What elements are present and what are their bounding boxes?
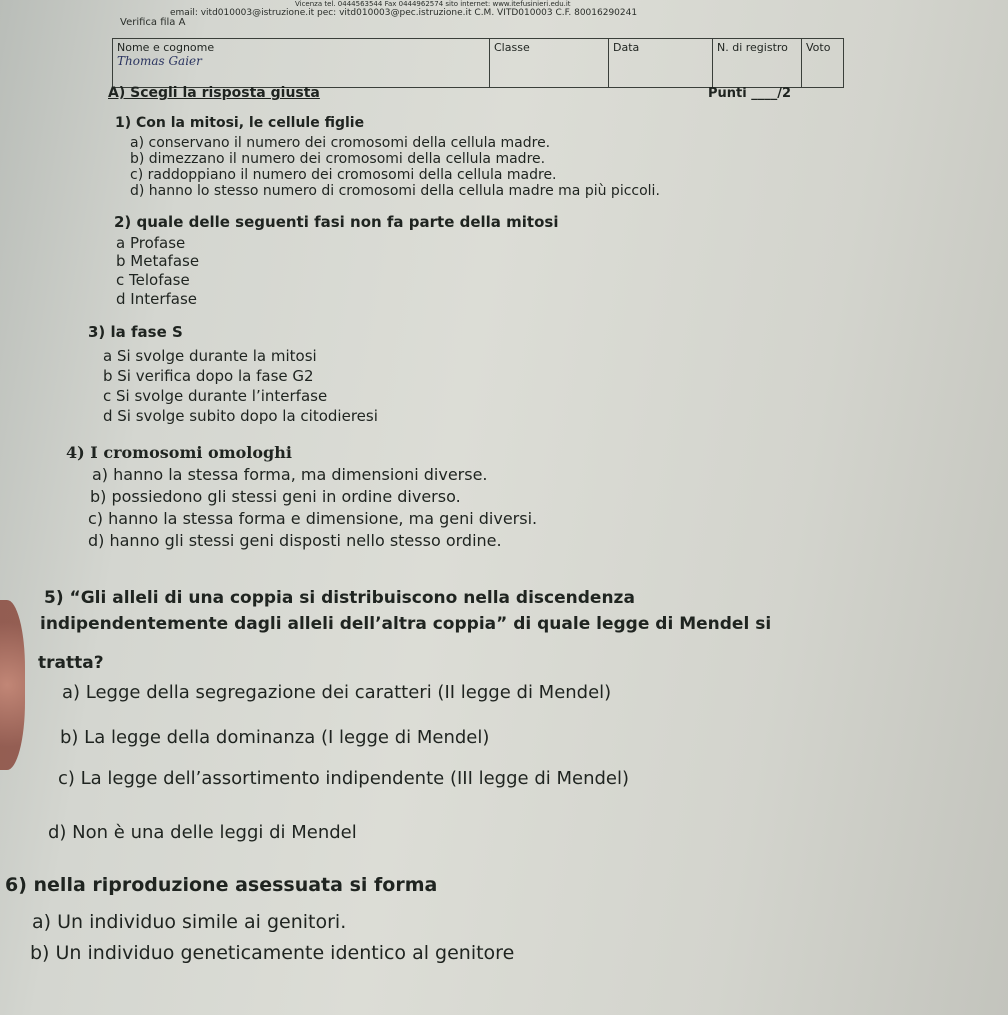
q1-option-b[interactable]: b) dimezzano il numero dei cromosomi della cellula madre. bbox=[130, 151, 546, 167]
section-title: A) Scegli la risposta giusta bbox=[108, 85, 320, 101]
q5-option-b[interactable]: b) La legge della dominanza (I legge di Mendel) bbox=[60, 727, 490, 748]
q2-option-a[interactable]: a Profase bbox=[116, 234, 186, 252]
question-4: 4) I cromosomi omologhi bbox=[66, 443, 292, 462]
header-contacts: email: vitd010003@istruzione.it pec: vitd010003@pec.istruzione.it C.M. VITD010003 C.F. 80016290241 bbox=[170, 8, 638, 18]
q6-option-b[interactable]: b) Un individuo geneticamente identico al genitore bbox=[30, 942, 515, 964]
q3-option-a[interactable]: a Si svolge durante la mitosi bbox=[103, 347, 317, 365]
class-label: Classe bbox=[494, 41, 530, 54]
q3-option-b[interactable]: b Si verifica dopo la fase G2 bbox=[103, 367, 314, 385]
question-6: 6) nella riproduzione asessuata si forma bbox=[5, 874, 438, 896]
q5-option-a[interactable]: a) Legge della segregazione dei caratteri (II legge di Mendel) bbox=[62, 682, 612, 703]
question-5-line-2: indipendentemente dagli alleli dell’altra coppia” di quale legge di Mendel si bbox=[40, 614, 772, 634]
q6-option-a[interactable]: a) Un individuo simile ai genitori. bbox=[32, 911, 347, 933]
q2-option-d[interactable]: d Interfase bbox=[116, 290, 198, 308]
q4-option-d[interactable]: d) hanno gli stessi geni disposti nello stesso ordine. bbox=[88, 531, 502, 550]
question-5-line-1: 5) “Gli alleli di una coppia si distribuiscono nella discendenza bbox=[44, 588, 635, 608]
grade-label: Voto bbox=[806, 41, 831, 54]
q2-option-c[interactable]: c Telofase bbox=[116, 271, 190, 289]
name-value: Thomas Gaier bbox=[117, 54, 202, 68]
q1-option-d[interactable]: d) hanno lo stesso numero di cromosomi della cellula madre ma più piccoli. bbox=[130, 183, 660, 199]
q3-option-c[interactable]: c Si svolge durante l’interfase bbox=[103, 387, 328, 405]
question-3: 3) la fase S bbox=[88, 323, 183, 341]
date-cell bbox=[609, 39, 713, 88]
question-2: 2) quale delle seguenti fasi non fa parte della mitosi bbox=[114, 213, 559, 231]
name-label: Nome e cognome bbox=[117, 41, 215, 54]
q4-option-b[interactable]: b) possiedono gli stessi geni in ordine diverso. bbox=[90, 487, 461, 506]
register-label: N. di registro bbox=[717, 41, 788, 54]
name-cell bbox=[113, 39, 490, 88]
student-info-table bbox=[112, 38, 844, 88]
finger-shadow bbox=[0, 600, 25, 770]
date-label: Data bbox=[613, 41, 640, 54]
q1-option-a[interactable]: a) conservano il numero dei cromosomi della cellula madre. bbox=[130, 135, 551, 151]
q5-option-d[interactable]: d) Non è una delle leggi di Mendel bbox=[48, 822, 357, 843]
q1-option-c[interactable]: c) raddoppiano il numero dei cromosomi della cellula madre. bbox=[130, 167, 557, 183]
question-5-line-3: tratta? bbox=[38, 653, 104, 673]
q3-option-d[interactable]: d Si svolge subito dopo la citodieresi bbox=[103, 407, 378, 425]
register-cell bbox=[713, 39, 802, 88]
test-title: Verifica fila A bbox=[120, 17, 186, 28]
class-cell bbox=[490, 39, 609, 88]
header-address: Vicenza tel. 0444563544 Fax 0444962574 sito internet: www.itefusinieri.edu.it bbox=[295, 0, 571, 8]
question-1: 1) Con la mitosi, le cellule figlie bbox=[115, 115, 365, 131]
q4-option-c[interactable]: c) hanno la stessa forma e dimensione, ma geni diversi. bbox=[88, 509, 538, 528]
q2-option-b[interactable]: b Metafase bbox=[116, 252, 200, 270]
grade-cell bbox=[802, 39, 844, 88]
q4-option-a[interactable]: a) hanno la stessa forma, ma dimensioni diverse. bbox=[92, 465, 488, 484]
points-field: Punti ____/2 bbox=[708, 86, 792, 101]
q5-option-c[interactable]: c) La legge dell’assortimento indipendente (III legge di Mendel) bbox=[58, 768, 630, 789]
